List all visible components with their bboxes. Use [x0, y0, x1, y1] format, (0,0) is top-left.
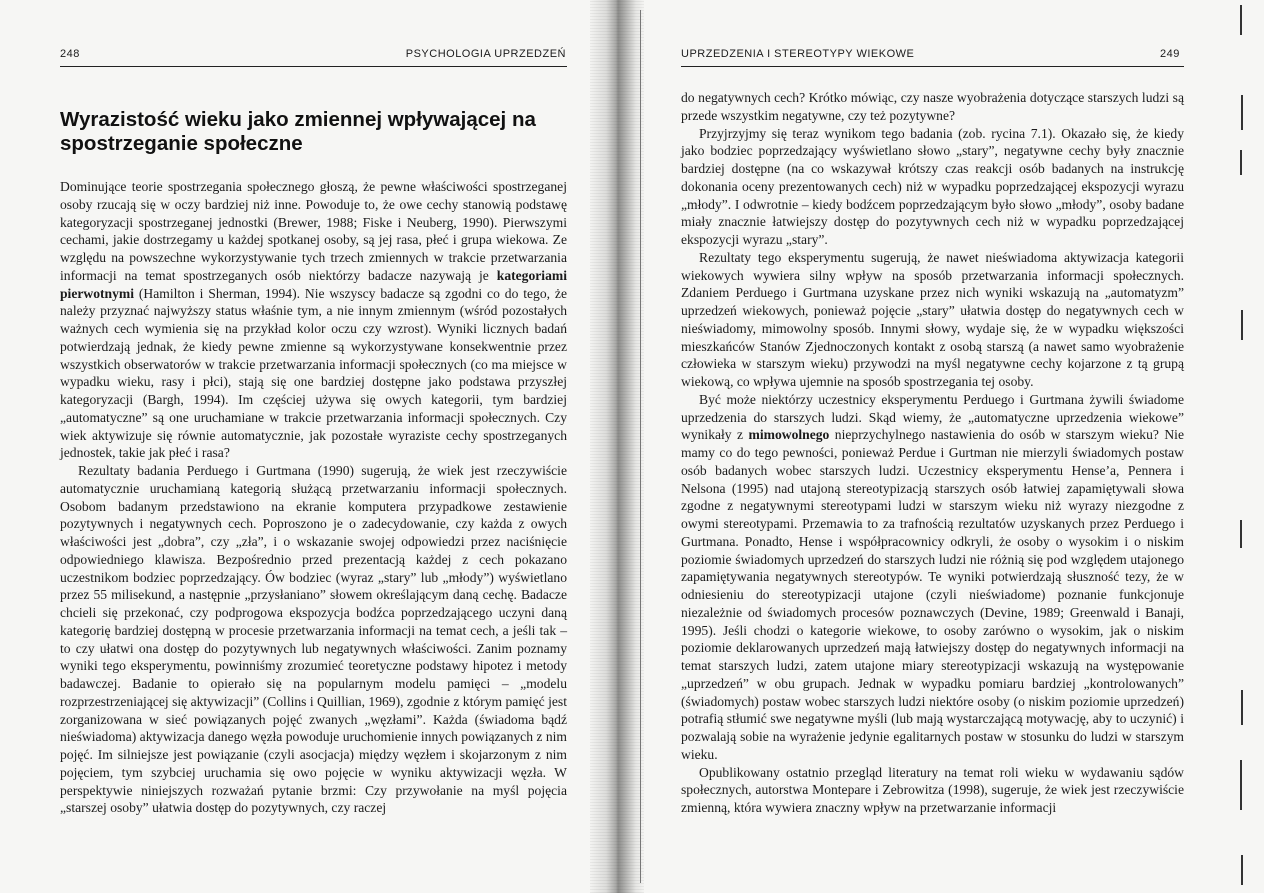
scan-edge-mark: [1241, 310, 1243, 340]
running-header-right: UPRZEDZENIA I STEREOTYPY WIEKOWE: [681, 48, 915, 60]
scan-edge-mark: [1240, 5, 1242, 35]
scan-edge-mark: [1240, 150, 1242, 175]
paragraph: do negatywnych cech? Krótko mówiąc, czy nasze wyobrażenia dotyczące starszych ludzi są przede wszystkim negatywne, czy też pozytywne?: [681, 90, 1184, 123]
right-body-text: [681, 89, 1184, 817]
scan-edge-mark: [1240, 760, 1242, 810]
bold-term: kategoriami pierwotnymi: [60, 267, 567, 301]
paragraph: [60, 178, 567, 462]
paragraph: Opublikowany ostatnio przegląd literatury na temat roli wieku w wydawaniu sądów społecznych, autorstwa Montepare i Zebrowitza (1998), sugeruje, że wiek jest rzeczywiście zmienną, która wywiera znaczny wpływ na przetwarzanie informacji: [681, 764, 1184, 815]
paragraph-text: nieprzychylnego nastawienia do osób w starszym wieku? Nie mamy co do tego pewności, ponieważ Perdue i Gurtman nie mierzyli świadomych postaw osób badanych wobec starszych ludzi. Uczestnicy eksperymentu Hense’a, Pennera i Nelsona (1995) nad utajoną stereotypizacją starszych osób łatwiej zapamiętywali słowa zgodne z negatywnymi stereotypami ludzi w starszym wieku niż wyrazy niezgodne z owymi stereotypami. Przemawia to za trafnością rezultatów uzyskanych przez Perduego i Gurtmana. Ponadto, Hense i współpracownicy odkryli, że osoby o wysokim i o niskim poziomie świadomych uprzedzeń do starszych ludzi nie różnią się pod względem utajonego zapamiętywania negatywnych stereotypów. Te wyniki potwierdzają słuszność tezy, że w odniesieniu do stereotypizacji utajone (czyli nieświadome) poznanie funkcjonuje niezależnie od świadomych procesów poznawczych (Devine, 1989; Greenwald i Banaji, 1995). Jeśli chodzi o kategorie wiekowe, to osoby zarówno o wysokim, jak o niskim poziomie deklarowanych uprzedzeń mają łatwiejszy dostęp do negatywnych informacji na temat starszych ludzi, zatem utajone miary stereotypizacji wskazują na występowanie „uprzedzeń” w obu grupach. Jednak w wypadku pomiaru bardziej „kontrolowanych” (świadomych) postaw wobec starszych ludzi niektóre osoby (o niskim poziomie uprzedzeń) potrafią stłumić swe negatywne myśli (lub mają wystarczającą motywację, aby to uczynić) i pozwalają sobie na wyrażenie jedynie egalitarnych postaw w stosunku do ludzi w starszym wieku.: [681, 427, 1184, 762]
paragraph-text: Być może niektórzy uczestnicy eksperymentu Perduego i Gurtmana żywili świadome uprzedzenia do starszych ludzi. Skąd wiemy, że „automatyczne uprzedzenia wiekowe” wynikały z: [681, 391, 1184, 443]
chapter-title: Wyrazistość wieku jako zmiennej wpływającej na spostrzeganie społeczne: [60, 108, 536, 155]
left-page: [0, 0, 596, 893]
paragraph: Rezultaty badania Perduego i Gurtmana (1990) sugerują, że wiek jest rzeczywiście automatycznie uruchamianą kategorią służącą przetwarzaniu informacji społecznych. Osobom badanym przedstawiono na ekranie komputera przypadkowe zestawienie pozytywnych i negatywnych cech. Poproszono je o zadecydowanie, czy każda z owych właściwości jest „dobra”, czy „zła”, i o wskazanie swojej odpowiedzi przez naciśnięcie odpowiedniego klawisza. Bezpośrednio przed prezentacją każdej z cech pokazano uczestnikom bodziec poprzedzający. Ów bodziec (wyraz „stary” lub „młody”) wyświetlano przez 55 milisekund, a następnie „przysłaniano” słowem określającym daną cechę. Badacze chcieli się przekonać, czy podprogowa ekspozycja bodźca poprzedzającego uczyni daną kategorię bardziej dostępną w procesie przetwarzania informacji na temat cech, a jeśli tak – to czy ułatwi ona dostęp do pozytywnych lub negatywnych właściwości. Zanim poznamy wyniki tego eksperymentu, powinniśmy zrozumieć teoretyczne podstawy hipotez i metody badawczej. Badanie to opierało się na popularnym modelu pamięci – „modelu rozprzestrzeniającej się aktywizacji” (Collins i Quillian, 1969), zgodnie z którym pamięć jest zorganizowana w sieć powiązanych pojęć zwanych „węzłami”. Każda (świadoma bądź nieświadoma) aktywizacja danego węzła powoduje uruchomienie innych powiązanych z nim pojęć. Im silniejsze jest powiązanie (czyli asocjacja) między węzłem i skojarzonym z nim pojęciem, tym szybciej uruchamia się owo pojęcie w wyniku aktywizacji węzła. W perspektywie niniejszych rozważań pytanie brzmi: Czy przywołanie na myśl pojęcia „starszej osoby” ułatwia dostęp do pozytywnych, czy raczej: [60, 463, 567, 816]
scan-edge-mark: [1241, 690, 1243, 725]
book-gutter: [590, 0, 644, 893]
paragraph: [681, 391, 1184, 764]
gutter-line: [640, 10, 641, 883]
left-body-text: [60, 178, 567, 817]
bold-term: mimowolnego: [748, 427, 830, 443]
running-header-left: PSYCHOLOGIA UPRZEDZEŃ: [405, 48, 566, 60]
paragraph: Przyjrzyjmy się teraz wynikom tego badania (zob. rycina 7.1). Okazało się, że kiedy jako bodziec poprzedzający wyświetlano słowo „stary”, negatywne cechy były znacznie bardziej dostępne (na co wskazywał krótszy czas reakcji osób badanych na instrukcję dokonania oceny prezentowanych cech) niż w wypadku poprzedzającej ekspozycji wyrazu „młody”. I odwrotnie – kiedy bodźcem poprzedzającym było słowo „młody”, osoby badane miały znacznie łatwiejszy dostęp do pozytywnych cech niż w wypadku poprzedzającej ekspozycji wyrazu „stary”.: [681, 125, 1184, 247]
paragraph: Rezultaty tego eksperymentu sugerują, że nawet nieświadoma aktywizacja kategorii wiekowych wywiera silny wpływ na sposób przetwarzania informacji społecznych. Zdaniem Perduego i Gurtmana uzyskane przez nich wyniki wskazują na „automatyzm” uprzedzeń wiekowych, ponieważ pojęcie „stary” ułatwia dostęp do negatywnych cech w nieświadomy, mimowolny sposób. Innymi słowy, wydaje się, że w wypadku większości mieszkańców Stanów Zjednoczonych kontakt z osobą starszą (a nawet samo wyobrażenie człowieka w starszym wieku) przywodzi na myśl negatywne cechy kojarzone z tą grupą wiekową, co wpływa ujemnie na sposób spostrzegania tej osoby.: [681, 249, 1184, 389]
page-number-left: 248: [60, 48, 80, 60]
scan-edge-mark: [1241, 855, 1243, 885]
paragraph-text: (Hamilton i Sherman, 1994). Nie wszyscy badacze są zgodni co do tego, że należy przyznać najwyższy status właśnie tym, a nie innym zmiennym (wśród pozostałych ważnych cech wymienia się na przykład kolor oczu czy wzrost). Wyniki licznych badań potwierdzają jednak, że kiedy pewne zmienne są wykorzystywane konsekwentnie przez wszystkich obserwatorów w trakcie przetwarzania informacji społecznych (co ma miejsce w wypadku wieku, rasy i płci), stają się one bardziej dostępne jako podstawa przyszłej kategoryzacji (Bargh, 1994). Im częściej używa się owych kategorii, tym bardziej „automatyczne” są one uruchamiane w trakcie przetwarzania informacji społecznych. Czy wiek aktywizuje się równie automatycznie, jak pozostałe wyraziste cechy spostrzeganych jednostek, takie jak płeć i rasa?: [60, 285, 567, 461]
scan-edge-mark: [1240, 520, 1242, 548]
header-rule-left: [60, 66, 567, 67]
paragraph-text: Dominujące teorie spostrzegania społecznego głoszą, że pewne właściwości spostrzeganej osoby rzucają się w oczy bardziej niż inne. Powoduje to, że owe cechy stanowią podstawę kategoryzacji spostrzeganej jednostki (Brewer, 1988; Fiske i Neuberg, 1990). Pierwszymi cechami, jakie dostrzegamy u każdej spotkanej osoby, są jej rasa, płeć i grupa wiekowa. Ze względu na powszechne wykorzystywanie tych trzech zmiennych w trakcie przetwarzania informacji na temat spostrzeganych osób niektórzy badacze nazywają je: [60, 179, 567, 283]
header-rule-right: [681, 66, 1184, 67]
scan-edge-mark: [1241, 95, 1243, 130]
page-number-right: 249: [1160, 48, 1180, 60]
